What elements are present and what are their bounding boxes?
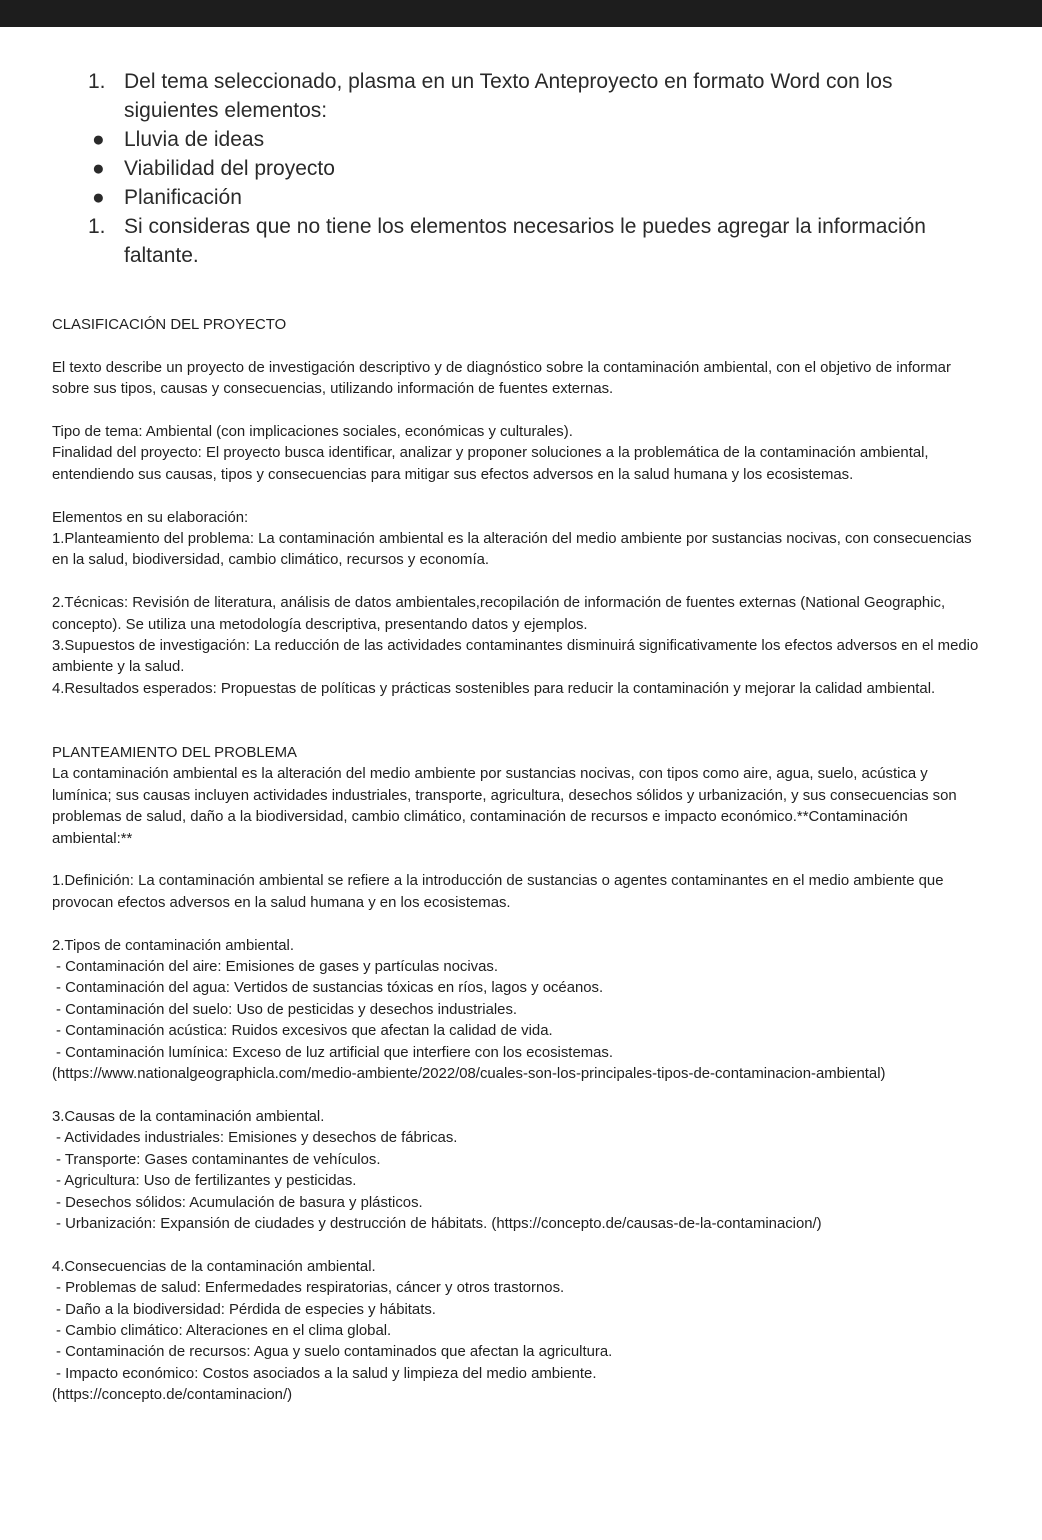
list-item: - Desechos sólidos: Acumulación de basura y plásticos. [56, 1194, 423, 1211]
list-item: - Transporte: Gases contaminantes de vehículos. [56, 1151, 381, 1168]
tipos-title: 2.Tipos de contaminación ambiental. [52, 937, 294, 954]
list-item: - Contaminación acústica: Ruidos excesivos que afectan la calidad de vida. [56, 1023, 553, 1040]
list-item: - Cambio climático: Alteraciones en el clima global. [56, 1322, 392, 1339]
list-number: 1. [88, 215, 106, 238]
bullet-item [88, 125, 968, 154]
list-item: - Agricultura: Uso de fertilizantes y pesticidas. [56, 1173, 357, 1190]
instruction-text: Del tema seleccionado, plasma en un Texto Anteproyecto en formato Word con los siguientes elementos: [124, 70, 893, 122]
bullet-icon: ● [92, 186, 105, 209]
section-heading-planteamiento: PLANTEAMIENTO DEL PROBLEMA [52, 745, 297, 762]
list-item: - Contaminación del aire: Emisiones de gases y partículas nocivas. [56, 959, 498, 976]
causas-title: 3.Causas de la contaminación ambiental. [52, 1108, 325, 1125]
instructions-list [88, 67, 968, 270]
instruction-step-1 [88, 67, 968, 125]
bullet-text: Planificación [124, 186, 242, 209]
elemento-3: 3.Supuestos de investigación: La reducción de las actividades contaminantes disminuirá significativamente los efectos adversos en el medio ambiente y la salud. [52, 638, 979, 676]
document-body [52, 315, 982, 1407]
instruction-step-2 [88, 212, 968, 270]
bullet-text: Viabilidad del proyecto [124, 157, 335, 180]
list-item: - Urbanización: Expansión de ciudades y destrucción de hábitats. (https://concepto.de/causas-de-la-contaminacion/) [56, 1215, 822, 1232]
top-bar [0, 0, 1042, 27]
list-item: - Impacto económico: Costos asociados a la salud y limpieza del medio ambiente. [56, 1365, 597, 1382]
elemento-2: 2.Técnicas: Revisión de literatura, análisis de datos ambientales,recopilación de información de fuentes externas (National Geographic, concepto). Se utiliza una metodología descriptiva, presentando datos y ejemplos. [52, 595, 946, 633]
finalidad: Finalidad del proyecto: El proyecto busca identificar, analizar y proponer soluciones a la problemática de la contaminación ambiental, entendiendo sus causas, tipos y consecuencias para mitigar sus efectos adversos en la salud humana y los ecosistemas. [52, 445, 929, 483]
source-link: (https://concepto.de/contaminacion/) [52, 1387, 293, 1404]
list-item: - Daño a la biodiversidad: Pérdida de especies y hábitats. [56, 1301, 436, 1318]
list-item: - Contaminación de recursos: Agua y suelo contaminados que afectan la agricultura. [56, 1344, 613, 1361]
list-item: - Contaminación del suelo: Uso de pesticidas y desechos industriales. [56, 1001, 518, 1018]
source-link: (https://www.nationalgeographicla.com/medio-ambiente/2022/08/cuales-son-los-principales-tipos-de-contaminacion-ambiental) [52, 1066, 886, 1083]
list-item: - Contaminación lumínica: Exceso de luz artificial que interfiere con los ecosistemas. [56, 1044, 613, 1061]
planteamiento-summary: La contaminación ambiental es la alteración del medio ambiente por sustancias nocivas, con tipos como aire, agua, suelo, acústica y lumínica; sus causas incluyen actividades industriales, transporte, agricultura, desechos sólidos y urbanización, y sus consecuencias son problemas de salud, daño a la biodiversidad, cambio climático, contaminación de recursos e impacto económico.**Contaminación ambiental:** [52, 766, 957, 847]
instruction-text: Si consideras que no tiene los elementos necesarios le puedes agregar la información faltante. [124, 215, 926, 267]
list-number: 1. [88, 70, 106, 93]
bullet-item [88, 154, 968, 183]
bullet-icon: ● [92, 157, 105, 180]
list-item: - Contaminación del agua: Vertidos de sustancias tóxicas en ríos, lagos y océanos. [56, 980, 604, 997]
bullet-item [88, 183, 968, 212]
tipo-tema: Tipo de tema: Ambiental (con implicaciones sociales, económicas y culturales). [52, 424, 573, 440]
elementos-title: Elementos en su elaboración: [52, 509, 249, 526]
elemento-4: 4.Resultados esperados: Propuestas de políticas y prácticas sostenibles para reducir la contaminación y mejorar la calidad ambiental. [52, 680, 936, 697]
bullet-icon: ● [92, 128, 105, 151]
section-heading-clasificacion: CLASIFICACIÓN DEL PROYECTO [52, 317, 287, 333]
list-item: - Problemas de salud: Enfermedades respiratorias, cáncer y otros trastornos. [56, 1280, 565, 1297]
definicion: 1.Definición: La contaminación ambiental se refiere a la introducción de sustancias o agentes contaminantes en el medio ambiente que provocan efectos adversos en la salud humana y en los ecosistemas. [52, 873, 944, 911]
elemento-1: 1.Planteamiento del problema: La contaminación ambiental es la alteración del medio ambiente por sustancias nocivas, con consecuencias en la salud, biodiversidad, cambio climático, recursos y economía. [52, 531, 972, 569]
list-item: - Actividades industriales: Emisiones y desechos de fábricas. [56, 1130, 458, 1147]
consecuencias-title: 4.Consecuencias de la contaminación ambiental. [52, 1258, 376, 1275]
bullet-text: Lluvia de ideas [124, 128, 265, 151]
clasificacion-intro: El texto describe un proyecto de investigación descriptivo y de diagnóstico sobre la contaminación ambiental, con el objetivo de informar sobre sus tipos, causas y consecuencias, utilizando información de fuentes externas. [52, 359, 951, 398]
